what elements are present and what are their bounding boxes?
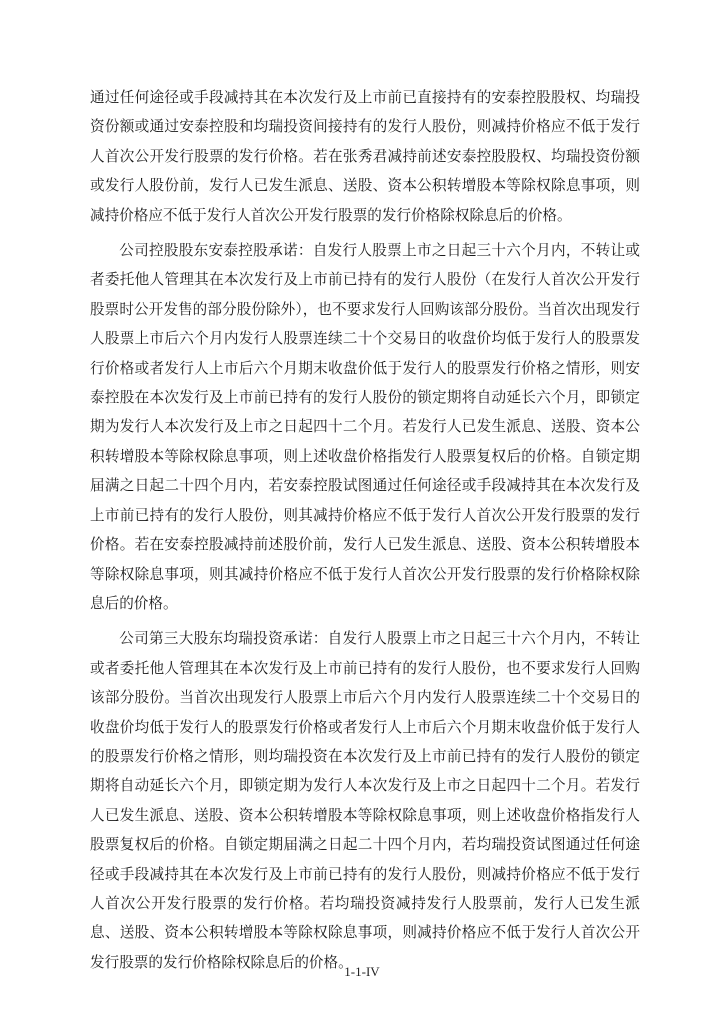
paragraph-lockup-zhang: 通过任何途径或手段减持其在本次发行及上市前已直接持有的安泰控股股权、均瑞投资份额或通过安泰控股和均瑞投资间接持有的发行人股份，则减持价格应不低于发行人首次公开发行股票的发行价格。若在张秀君减持前述安泰控股股权、均瑞投资份额或发行人股份前，发行人已发生派息、送股、资本公积转增股本等除权除息事项，则减持价格应不低于发行人首次公开发行股票的发行价格除权除息后的价格。	[90, 89, 640, 224]
document-body	[90, 83, 640, 983]
page-number: 1-1-IV	[344, 964, 380, 979]
paragraph-lockup-antai-holding: 公司控股股东安泰控股承诺：自发行人股票上市之日起三十六个月内，不转让或者委托他人管理其在本次发行及上市前已持有的发行人股份（在发行人首次公开发行股票时公开发售的部分股份除外），也不要求发行人回购该部分股份。当首次出现发行人股票上市后六个月内发行人股票连续二十个交易日的收盘价均低于发行人的股票发行价格或者发行人上市后六个月期末收盘价低于发行人的股票发行价格之情形，则安泰控股在本次发行及上市前已持有的发行人股份的锁定期将自动延长六个月，即锁定期为发行人本次发行及上市之日起四十二个月。若发行人已发生派息、送股、资本公积转增股本等除权除息事项，则上述收盘价格指发行人股票复权后的价格。自锁定期届满之日起二十四个月内，若安泰控股试图通过任何途径或手段减持其在本次发行及上市前已持有的发行人股份，则其减持价格应不低于发行人首次公开发行股票的发行价格。若在安泰控股减持前述股价前，发行人已发生派息、送股、资本公积转增股本等除权除息事项，则其减持价格应不低于发行人首次公开发行股票的发行价格除权除息后的价格。	[90, 242, 640, 612]
paragraph-lockup-junrui-investment: 公司第三大股东均瑞投资承诺：自发行人股票上市之日起三十六个月内，不转让或者委托他人管理其在本次发行及上市前已持有的发行人股份，也不要求发行人回购该部分股份。当首次出现发行人股票上市后六个月内发行人股票连续二十个交易日的收盘价均低于发行人的股票发行价格或者发行人上市后六个月期末收盘价低于发行人的股票发行价格之情形，则均瑞投资在本次发行及上市前已持有的发行人股份的锁定期将自动延长六个月，即锁定期为发行人本次发行及上市之日起四十二个月。若发行人已发生派息、送股、资本公积转增股本等除权除息事项，则上述收盘价格指发行人股票复权后的价格。自锁定期届满之日起二十四个月内，若均瑞投资试图通过任何途径或手段减持其在本次发行及上市前已持有的发行人股份，则减持价格应不低于发行人首次公开发行股票的发行价格。若均瑞投资减持发行人股票前，发行人已发生派息、送股、资本公积转增股本等除权除息事项，则减持价格应不低于发行人首次公开发行股票的发行价格除权除息后的价格。	[90, 630, 640, 971]
